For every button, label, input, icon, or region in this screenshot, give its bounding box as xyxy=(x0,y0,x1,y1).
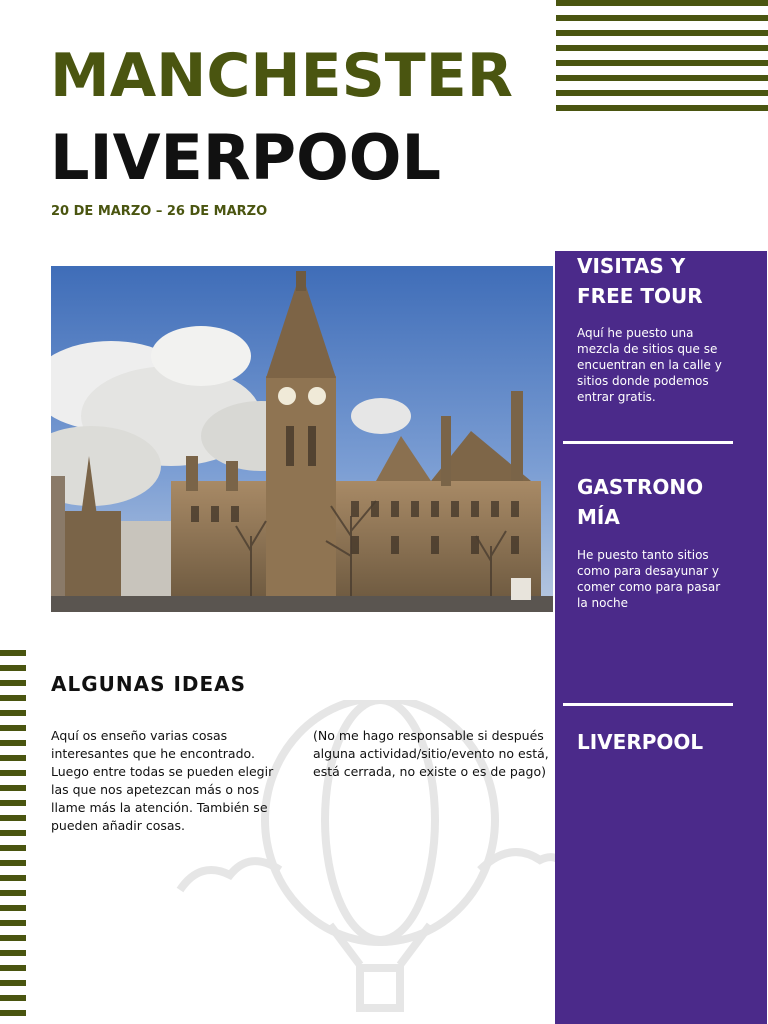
date-range: 20 DE MARZO – 26 DE MARZO xyxy=(51,204,268,219)
title-manchester: MANCHESTER xyxy=(50,41,513,111)
section-title-ideas: ALGUNAS IDEAS xyxy=(51,672,247,696)
sidebar-heading-liverpool: LIVERPOOL xyxy=(577,730,704,754)
ideas-text-column-2: (No me hago responsable si después alguna actividad/sitio/evento no está, está cerrada, no existe o es de pago) xyxy=(313,728,549,779)
sidebar-divider xyxy=(563,703,733,706)
decorative-stripes-top xyxy=(556,0,768,112)
sidebar-text-visitas: Aquí he puesto una mezcla de sitios que se encuentran en la calle y sitios donde podemos entrar gratis. xyxy=(577,326,722,404)
decorative-stripes-left xyxy=(0,650,26,1024)
sidebar-panel xyxy=(555,251,767,1024)
sidebar-heading-gastronomia: GASTRONO MÍA xyxy=(577,475,704,529)
manchester-town-hall-photo xyxy=(51,266,553,612)
ideas-text-column-1: Aquí os enseño varias cosas interesantes que he encontrado. Luego entre todas se pueden elegir las que nos apetezcan más o nos llame más la atención. También se pueden añadir cosas. xyxy=(51,728,274,833)
title-liverpool: LIVERPOOL xyxy=(50,121,442,194)
sidebar-heading-visitas: VISITAS Y FREE TOUR xyxy=(577,254,703,308)
sidebar-text-gastronomia: He puesto tanto sitios como para desayunar y comer como para pasar la noche xyxy=(577,548,721,610)
sidebar-divider xyxy=(563,441,733,444)
